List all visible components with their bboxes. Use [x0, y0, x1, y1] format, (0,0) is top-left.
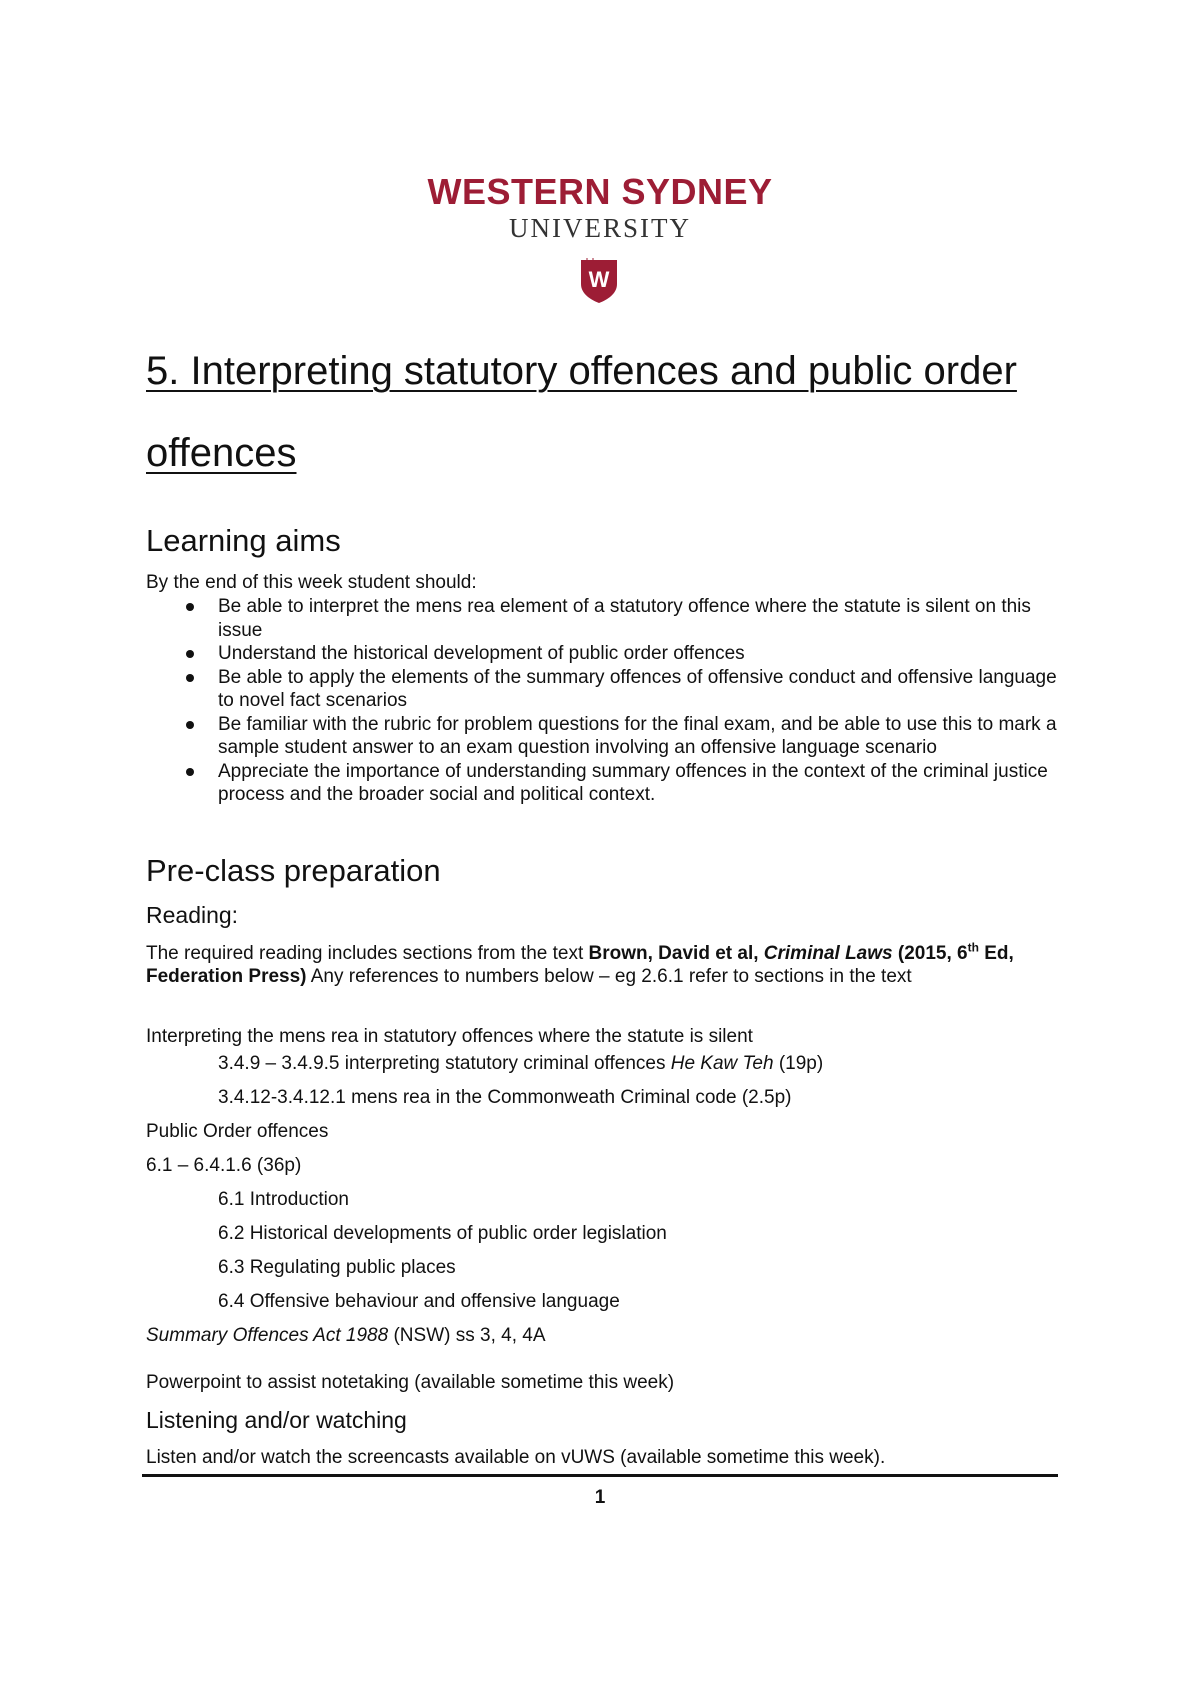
bullet-icon [186, 650, 194, 658]
bullet-icon [186, 603, 194, 611]
list-item: Be able to apply the elements of the summary offences of offensive conduct and offensive language to novel fact scenarios [146, 666, 1066, 713]
logo-wordmark-line2: UNIVERSITY [509, 213, 691, 243]
public-order-item: 6.2 Historical developments of public order legislation [218, 1223, 667, 1244]
university-logo [420, 172, 780, 322]
public-order-item: 6.4 Offensive behaviour and offensive language [218, 1291, 620, 1312]
page-number: 1 [594, 1487, 606, 1508]
bullet-icon [186, 674, 194, 682]
public-order-range: 6.1 – 6.4.1.6 (36p) [146, 1155, 302, 1176]
mens-rea-heading: Interpreting the mens rea in statutory offences where the statute is silent [146, 1026, 753, 1047]
list-item: Be familiar with the rubric for problem questions for the final exam, and be able to use this to mark a sample student answer to an exam question involving an offensive language scenario [146, 713, 1066, 760]
public-order-item: 6.1 Introduction [218, 1189, 349, 1210]
shield-letter: W [588, 267, 610, 292]
public-order-item: 6.3 Regulating public places [218, 1257, 456, 1278]
shield-icon [579, 258, 619, 304]
learning-aims-list [146, 595, 1066, 807]
pre-class-heading: Pre-class preparation [146, 853, 441, 888]
bullet-icon [186, 768, 194, 776]
bullet-icon [186, 721, 194, 729]
document-title: 5. Interpreting statutory offences and public order offences [146, 349, 1017, 475]
logo-wordmark-line1: WESTERN SYDNEY [427, 171, 773, 212]
mens-rea-reading-2: 3.4.12-3.4.12.1 mens rea in the Commonweath Criminal code (2.5p) [218, 1087, 792, 1108]
summary-offences-act: Summary Offences Act 1988 (NSW) ss 3, 4, 4A [146, 1325, 546, 1346]
learning-aims-heading: Learning aims [146, 523, 341, 558]
list-item: Be able to interpret the mens rea element of a statutory offence where the statute is silent on this issue [146, 595, 1066, 642]
powerpoint-note: Powerpoint to assist notetaking (available sometime this week) [146, 1372, 675, 1393]
learning-aims-intro: By the end of this week student should: [146, 572, 477, 593]
list-item: Understand the historical development of public order offences [146, 642, 1066, 666]
reading-description: The required reading includes sections from the text Brown, David et al, Criminal Laws (2015, 6th Ed, Federation Press) Any references to numbers below – eg 2.6.1 refer to sections in the text [146, 940, 1014, 987]
public-order-heading: Public Order offences [146, 1121, 329, 1142]
listening-heading: Listening and/or watching [146, 1407, 407, 1433]
mens-rea-reading-1: 3.4.9 – 3.4.9.5 interpreting statutory criminal offences He Kaw Teh (19p) [218, 1053, 824, 1074]
reading-heading: Reading: [146, 902, 239, 928]
footer-divider [142, 1474, 1058, 1477]
listening-text: Listen and/or watch the screencasts available on vUWS (available sometime this week). [146, 1447, 886, 1468]
list-item: Appreciate the importance of understanding summary offences in the context of the criminal justice process and the broader social and political context. [146, 760, 1066, 807]
